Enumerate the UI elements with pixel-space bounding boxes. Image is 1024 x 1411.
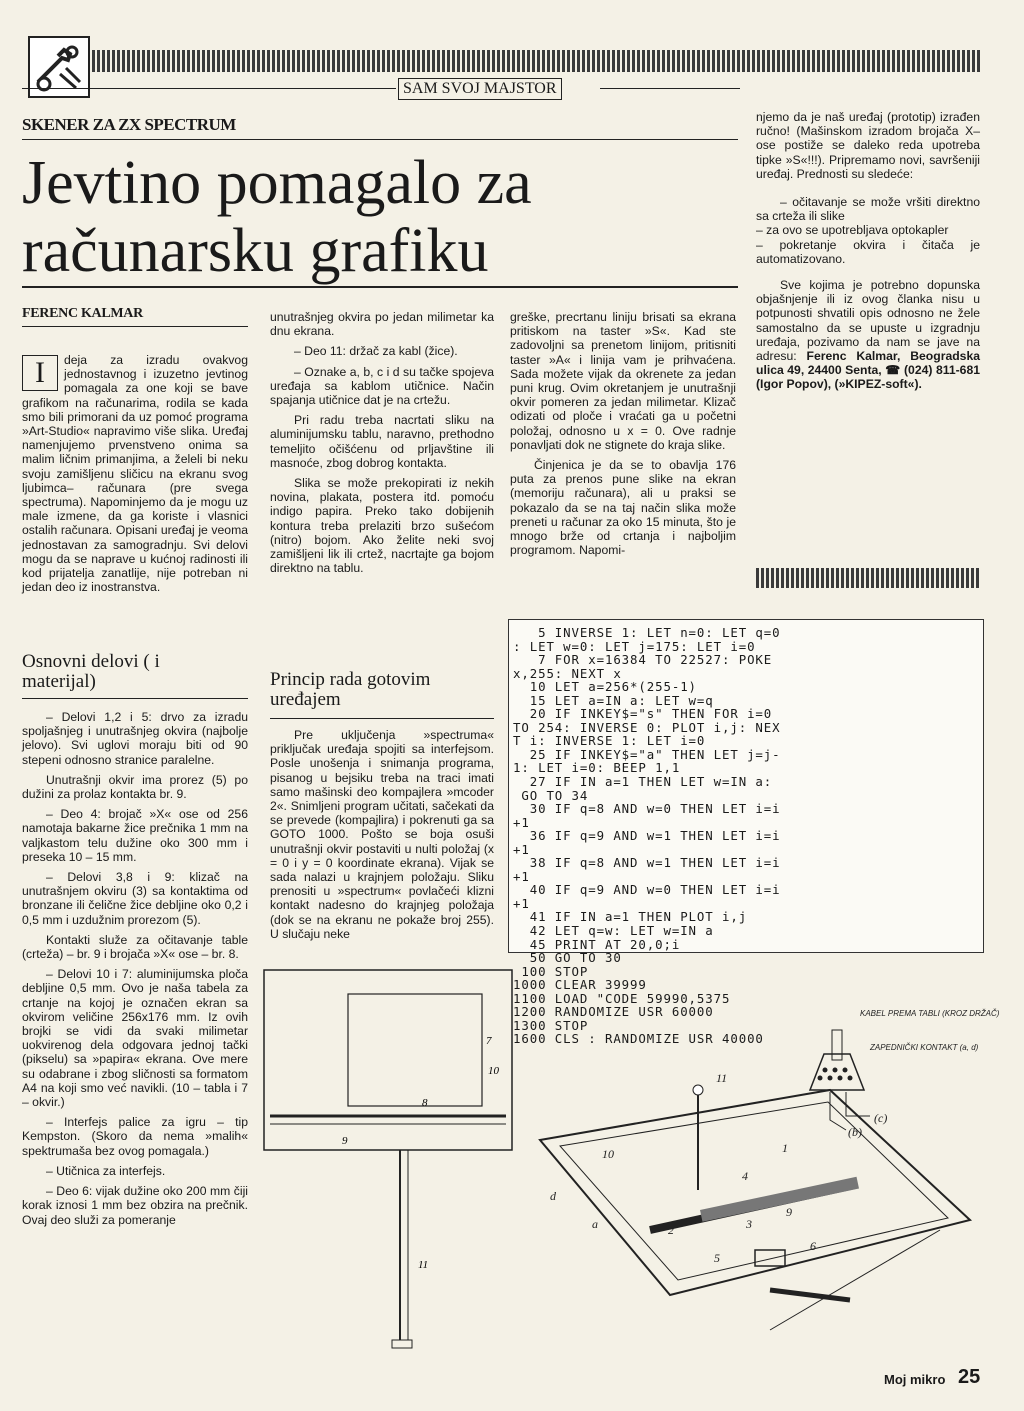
parts-paragraph: – Interfejs palice za igru – tip Kempston. (Skoro da nema »malih« spektrumaša bez ovog pomagala.) — [22, 1115, 248, 1158]
connector-label-c: (c) — [874, 1111, 888, 1125]
column-4-bar — [756, 568, 980, 588]
contact-text: Sve kojima je potrebno dopunska objašnjenje ili iz ovog članka nisu u potpunosti shvatili opis odnosno ne žele samostalno da se upuste u izgradnju uređaja, pozivamo da nam se jave na adresu: — [756, 278, 980, 364]
frame-label-11: 11 — [418, 1259, 429, 1271]
device-label: 5 — [714, 1251, 720, 1265]
connector-label-b: (b) — [848, 1125, 862, 1139]
connector-note-cable: KABEL PREMA TABLI (KROZ DRŽAČ) — [860, 1009, 1000, 1018]
code-line: 7 FOR x=16384 TO 22527: POKE — [513, 652, 773, 668]
contact-address: Ferenc Kalmar, Beogradska ulica 49, 24400 Senta, ☎ (024) 811-681 (Igor Popov), (»KIPEZ-soft«). — [756, 349, 980, 392]
body-paragraph — [756, 278, 980, 392]
footer-magazine: Moj mikro — [884, 1372, 946, 1387]
column-2-lower — [270, 728, 494, 947]
device-label: d — [550, 1189, 556, 1203]
frame-label-9: 9 — [342, 1135, 348, 1147]
section-tag-line — [22, 88, 396, 89]
code-line: 45 PRINT AT 20,0;i — [513, 936, 681, 952]
code-line: 1000 CLEAR 39999 — [513, 977, 647, 993]
code-line: 38 IF q=8 AND w=1 THEN LET i=i — [513, 855, 781, 871]
device-contact-block — [755, 1250, 785, 1266]
device-holder-knob — [693, 1085, 703, 1095]
code-line: 1600 CLS : RANDOMIZE USR 40000 — [513, 1031, 764, 1047]
kicker-rule — [22, 139, 738, 140]
device-label: a — [592, 1217, 598, 1231]
code-line: 41 IF IN a=1 THEN PLOT i,j — [513, 909, 748, 925]
connector-body — [810, 1054, 864, 1090]
column-1-parts — [22, 710, 248, 1233]
section-tag: SAM SVOJ MAJSTOR — [398, 78, 562, 100]
code-line: 1200 RANDOMIZE USR 60000 — [513, 1004, 714, 1020]
code-line: 1: LET i=0: BEEP 1,1 — [513, 760, 681, 776]
figure-connector-diagram — [790, 1000, 1000, 1140]
frame-plug — [392, 1340, 412, 1348]
frame-outer — [264, 970, 512, 1150]
column-4 — [756, 110, 980, 392]
code-line: 1300 STOP — [513, 1017, 589, 1033]
subhead-rule-1 — [22, 698, 248, 699]
device-label: 4 — [742, 1169, 748, 1183]
code-line: +1 — [513, 841, 530, 857]
code-line: 10 LET a=256*(255-1) — [513, 679, 697, 695]
parts-paragraph: Kontakti služe za očitavanje table (crteža) – br. 9 i brojača »X« ose – br. 8. — [22, 932, 248, 962]
kicker: SKENER ZA ZX SPECTRUM — [22, 115, 236, 134]
body-paragraph: Pre uključenja »spectruma« priključak uređaja spojiti sa interfejsom. Posle unošenja i snimanja programa, pisanog u bejsiku treba na traci imati samo mašinski deo kompajlera »mcoder 2«. Snimljeni program učitati, sačekati da se prevede (kompajlira) i pokrenuti ga sa GOTO 1000. Pošto se boja osuši unutrašnji okvir postaviti u nulti položaj (x = 0 i y = 0 koordinate ekrana). Vijak se sada nalazi u krajnjem položaju. Sliku prenositi u »spectrum« povlačeći klizni kontakt nadesno do krajnjeg položaja (dok se na ekranu ne pokaže broj 255). U slučaju neke — [270, 728, 494, 941]
code-line: 20 IF INKEY$="s" THEN FOR i=0 — [513, 706, 773, 722]
device-coil — [700, 1177, 859, 1222]
code-line: 30 IF q=8 AND w=0 THEN LET i=i — [513, 801, 781, 817]
frame-label-7: 7 — [486, 1035, 492, 1047]
page-title-line1: Jevtino pomagalo za — [22, 149, 532, 217]
subhead-princip-rada: Princip rada gotovim uređajem — [270, 669, 431, 710]
title-rule — [22, 286, 738, 288]
code-line: 50 GO TO 30 — [513, 950, 622, 966]
parts-paragraph: Unutrašnji okvir ima prorez (5) po dužini za prolaz kontakta br. 9. — [22, 772, 248, 802]
parts-paragraph: – Delovi 10 i 7: aluminijumska ploča debljine 0,5 mm. Ovo je naša tabela za crtanje na kojoj je označen ekran sa okvirom veličine 256x176 mm. Iz ovih brojki se vidi da svaki milimetar uokvirenog dela odgovara jednoj tački (pikselu) sa »papira« ekrana. Ove mere su odabrane i zbog sličnosti sa formatom A4 na koji smo već navikli. (10 – tabla i 7 – okvir.) — [22, 967, 248, 1110]
device-label: 11 — [716, 1071, 728, 1085]
body-paragraph: greške, precrtanu liniju brisati sa ekrana pritiskom na taster »S«. Kad ste zadovoljni sa prenetom linijom, pritisniti taster »A« i linija vam je prihvaćena. Sada možete vijak da okrenete za jedan puni krug. Ovim okretanjem je unutrašnji okvir pomeren za jedan milimetar. Klizač odizati od ploče i vraćati ga u početni položaj, odnosno u x = 0. Ove radnje ponavljati dok ne stignete do kraja slike. — [510, 310, 736, 452]
body-paragraph: njemo da je naš uređaj (prototip) izrađen ručno! (Mašinskom izradom brojača X–ose postiže se daleko reda upotreba tipke »S«!!!). Pripremamo novi, savršeniji uređaj. Prednosti su sledeće: — [756, 110, 980, 181]
body-paragraph: – Oznake a, b, c i d su tačke spojeva uređaja sa kablom utičnice. Način spajanja utičnice dat je na crtežu. — [270, 364, 494, 408]
device-handle — [770, 1290, 850, 1300]
connector-note-common: ZAPEDNIČKI KONTAKT (a, d) — [870, 1043, 979, 1052]
code-line: x,255: NEXT x — [513, 665, 622, 681]
subhead-rule-2 — [270, 718, 494, 719]
author: FERENC KALMAR — [22, 306, 143, 321]
code-line: TO 254: INVERSE 0: PLOT i,j: NEX — [513, 719, 781, 735]
frame-label-10: 10 — [488, 1065, 499, 1077]
parts-paragraph: – Deo 6: vijak dužine oko 200 mm čiji korak iznosi 1 mm bez obzira na prečnik. Ovaj deo služi za pomeranje — [22, 1184, 248, 1227]
body-paragraph: unutrašnjeg okvira po jedan milimetar ka dnu ekrana. — [270, 310, 494, 339]
code-line: 1100 LOAD "CODE 59990,5375 — [513, 990, 731, 1006]
code-line: 40 IF q=9 AND w=0 THEN LET i=i — [513, 882, 781, 898]
page-title-line2: računarsku grafiku — [22, 217, 489, 285]
connector-wire-b — [830, 1092, 846, 1130]
code-line: 5 INVERSE 1: LET n=0: LET q=0 — [513, 625, 781, 640]
body-paragraph: Činjenica je da se to obavlja 176 puta za prenos pune slike na ekran (memoriju računara), ali u praksi se pokazalo da se na taj način slika može preneti u računar za oko 15 minuta, što je mnogo brže od crtanja i najboljim programom. Napomi- — [510, 458, 736, 558]
frame-label-8: 8 — [422, 1097, 428, 1109]
device-label: 10 — [602, 1147, 614, 1161]
bullet-item: – očitavanje se može vršiti direktno sa crteža ili slike — [756, 195, 980, 224]
body-paragraph: Pri radu treba nacrtati sliku na aluminijumsku tablu, naravno, prethodno temeljito očišćenu od prljavštine ili masnoće, zbog dobrog kontakta. — [270, 413, 494, 470]
header-bar — [92, 50, 980, 72]
bullet-item: – za ovo se upotrebljava optokapler — [756, 223, 949, 238]
code-line: 36 IF q=9 AND w=1 THEN LET i=i — [513, 828, 781, 844]
column-1 — [22, 353, 248, 600]
frame-inner-screen — [348, 994, 482, 1106]
code-line: +1 — [513, 868, 530, 884]
parts-paragraph: – Delovi 1,2 i 5: drvo za izradu spoljašnjeg i unutrašnjeg okvira (najbolje jelovo). Svi uglovi moraju biti od 90 stepeni odnosno stranice paralelne. — [22, 710, 248, 767]
page-number: 25 — [958, 1366, 981, 1388]
code-line: +1 — [513, 895, 530, 911]
figure-frame-diagram — [262, 968, 516, 1360]
code-line: : LET w=0: LET j=175: LET i=0 — [513, 638, 756, 654]
column-2 — [270, 310, 494, 581]
code-line: +1 — [513, 814, 530, 830]
device-label: 3 — [746, 1217, 752, 1231]
connector-pins — [818, 1068, 853, 1081]
drop-cap: I — [22, 355, 58, 391]
code-line: 25 IF INKEY$="a" THEN LET j=j- — [513, 746, 781, 762]
body-paragraph: – Deo 11: držač za kabl (žice). — [294, 344, 458, 359]
parts-paragraph: – Deo 4: brojač »X« ose od 256 namotaja bakarne žice prečnika 1 mm na valjkastom telu dužine oko 300 mm i preseka 10 – 15 mm. — [22, 807, 248, 864]
code-line: 15 LET a=IN a: LET w=q — [513, 692, 714, 708]
parts-paragraph: – Delovi 3,8 i 9: klizač na unutrašnjem okviru (3) sa kontaktima od bronzane ili čelične žice debljine oko 0,2 i 0,5 mm i uzdužnim prorezom (5). — [22, 870, 248, 927]
body-paragraph: Slika se može prekopirati iz nekih novina, plakata, postera itd. pomoću indigo papira. Preko tako dobijenih kontura treba prelaziti brzo sušećom (nitro) bojom. Ako želite neki svoj zamišljeni lik ili crtež, nacrtajte ga bojom direktno na tablu. — [270, 476, 494, 576]
device-label: 1 — [782, 1141, 788, 1155]
device-label: 6 — [810, 1239, 816, 1253]
bullet-item: – pokretanje okvira i čitača je automatizovano. — [756, 237, 980, 266]
device-label: 2 — [668, 1223, 674, 1237]
connector-cable — [832, 1030, 842, 1060]
connector-wire-c — [846, 1092, 870, 1116]
code-line: T i: INVERSE 1: LET i=0 — [513, 733, 706, 749]
parts-paragraph: – Utičnica za interfejs. — [46, 1163, 166, 1178]
device-slider-bar — [770, 1230, 940, 1330]
section-tag-line-right — [600, 88, 740, 89]
code-line: GO TO 34 — [513, 787, 589, 803]
device-label: 9 — [786, 1205, 792, 1219]
subhead-osnovni-delovi: Osnovni delovi ( i materijal) — [22, 651, 160, 692]
code-line: 100 STOP — [513, 963, 589, 979]
code-line: 27 IF IN a=1 THEN LET w=IN a: — [513, 774, 773, 790]
column-3 — [510, 310, 736, 563]
author-rule — [22, 326, 248, 327]
intro-text: deja za izradu ovakvog jednostavnog i izuzetno jevtinog pomagala za one koji se bave grafikom na računarima, rodila se kada smo bili primorani da uz pomoć programa »Art-Studio« napravimo više slika. Uređaj namenjujemo prvenstveno onima sa malim ličnim primanjima, a želeli bi neku svoju zamišljenu sličicu na ekranu svog ljubimca– računara (pre svega spectruma). Napominjemo da je mogu uz male izmene, da ga koriste i vlasnici ostalih računara. Opisani uređaj je veoma jednostavan za samogradnju. Svi delovi mogu da se naprave u kućnoj radinosti ili kod prijatelja zanatlije, nije potreban ni jedan deo iz inostranstva. — [22, 353, 248, 595]
code-line: 42 LET q=w: LET w=IN a — [513, 923, 714, 939]
